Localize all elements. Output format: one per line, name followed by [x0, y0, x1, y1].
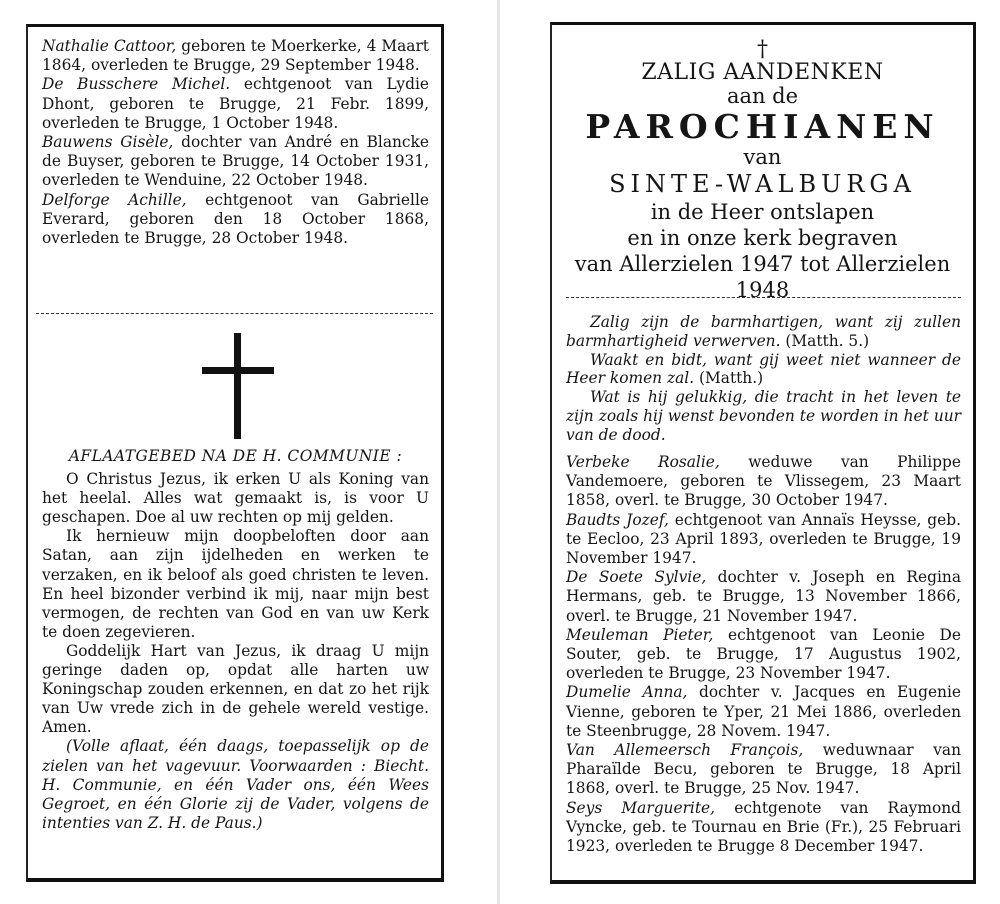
header-date-range: van Allerzielen 1947 tot Allerzielen 1948	[574, 252, 951, 302]
deceased-entry	[566, 626, 961, 684]
memorial-header	[552, 39, 973, 303]
quote	[566, 313, 961, 351]
header-parishioners: PAROCHIANEN	[585, 107, 940, 146]
left-entries	[42, 37, 429, 248]
deceased-entry	[566, 511, 961, 569]
scripture-quotes	[566, 313, 961, 445]
deceased-details: dochter van André en Blancke de Buyser, geboren te Brugge, 14 October 1931, overleden te Wenduine, 22 October 1948.	[42, 133, 429, 190]
deceased-details: echtgenoot van Gabrielle Everard, geboren den 18 October 1868, overleden te Brugge, 28 October 1948.	[42, 190, 429, 248]
left-panel	[26, 24, 444, 882]
right-entries	[566, 453, 961, 856]
small-cross-icon: †	[757, 37, 768, 62]
deceased-details: echtgenoot van Leonie De Souter, geb. te Brugge, 17 Augustus 1902, overleden te Brugge, 23 November 1947.	[566, 625, 961, 683]
section-divider	[36, 313, 433, 314]
header-line: van	[743, 145, 782, 169]
deceased-entry	[42, 133, 429, 191]
deceased-name: Seys Marguerite,	[566, 798, 716, 817]
deceased-name: De Soete Sylvie,	[566, 568, 707, 587]
deceased-details: dochter v. Joseph en Regina Hermans, geb. te Brugge, 13 November 1866, overl. te Brugge, 21 November 1947.	[566, 568, 961, 625]
cross-icon	[202, 333, 274, 439]
indulgence-note: (Volle aflaat, één daags, toepasselijk op de zielen van het vagevuur. Voorwaarden : Biecht. H. Communie, en één Vader ons, één Wees Gegroet, en één Glorie zij de Vader, volgens de intenties van Z. H. de Paus.)	[42, 737, 429, 832]
deceased-entry	[566, 568, 961, 626]
deceased-name: Meuleman Pieter,	[566, 625, 714, 644]
page-fold	[497, 0, 500, 904]
prayer-paragraph: Goddelijk Hart van Jezus, ik draag U mijn geringe daden op, opdat alle harten uw Koningschap zouden erkennen, en dat zo het rijk van Uw vrede zich in de gehele wereld vestige. Amen.	[42, 641, 429, 737]
deceased-details: dochter v. Jacques en Eugenie Vienne, geboren te Yper, 21 Mei 1886, overleden te Steenbrugge, 28 Novem. 1947.	[566, 683, 961, 740]
deceased-entry	[566, 741, 961, 799]
deceased-entry	[566, 453, 961, 511]
quote-reference: (Matth.)	[699, 369, 764, 388]
prayer-section	[42, 447, 429, 833]
deceased-entry	[42, 75, 429, 133]
deceased-details: weduwe van Philippe Vandemoere, geboren te Vlissegem, 23 Maart 1858, overl. te Brugge, 30 October 1947.	[566, 453, 961, 510]
deceased-name: Dumelie Anna,	[566, 683, 688, 702]
quote	[566, 351, 961, 389]
deceased-details: echtgenote van Raymond Vyncke, geb. te Tournau en Brie (Fr.), 25 Februari 1923, overleden te Brugge 8 December 1947.	[566, 798, 961, 856]
deceased-details: geboren te Moerkerke, 4 Maart 1864, overleden te Brugge, 29 September 1948.	[42, 37, 429, 75]
deceased-name: Baudts Jozef,	[566, 510, 669, 529]
prayer-title: AFLAATGEBED NA DE H. COMMUNIE :	[68, 447, 403, 465]
header-line: en in onze kerk begraven	[627, 226, 898, 250]
deceased-details: echtgenoot van Annaïs Heysse, geb. te Eecloo, 23 April 1893, overleden te Brugge, 19 November 1947.	[566, 510, 962, 568]
deceased-name: Verbeke Rosalie,	[566, 453, 720, 471]
header-line: aan de	[726, 84, 799, 108]
quote-reference: (Matth. 5.)	[785, 331, 870, 350]
header-divider	[566, 297, 961, 298]
header-title: ZALIG AANDENKEN	[641, 60, 884, 85]
deceased-name: Bauwens Gisèle,	[42, 133, 174, 152]
quote-text: Wat is hij gelukkig, die tracht in het leven te zijn zoals hij wenst bevonden te worden in het uur van de dood.	[566, 388, 961, 444]
deceased-name: Nathalie Cattoor,	[42, 37, 177, 55]
deceased-name: Van Allemeersch François,	[566, 741, 804, 760]
deceased-details: echtgenoot van Lydie Dhont, geboren te Brugge, 21 Febr. 1899, overleden te Brugge, 1 October 1948.	[42, 75, 429, 132]
quote-text: Zalig zijn de barmhartigen, want zij zullen barmhartigheid verwerven.	[566, 313, 961, 350]
quote-text: Waakt en bidt, want gij weet niet wanneer de Heer komen zal.	[566, 350, 961, 388]
prayer-paragraph: Ik hernieuw mijn doopbeloften door aan Satan, aan zijn ijdelheden en werken te verzaken, en ik beloof als goed christen te leven. En heel bizonder verbind ik mij, naar mijn best vermogen, de rechten van God en van uw Kerk te doen zegevieren.	[42, 527, 429, 641]
header-parish-name: SINTE-WALBURGA	[609, 170, 916, 198]
prayer-paragraph: O Christus Jezus, ik erken U als Koning van het heelal. Alles wat gemaakt is, is voor U geschapen. Doe al uw rechten op mij gelden.	[42, 470, 429, 527]
deceased-entry	[566, 799, 961, 857]
deceased-entry	[42, 37, 429, 75]
deceased-entry	[42, 191, 429, 249]
deceased-name: De Busschere Michel.	[42, 75, 231, 94]
deceased-entry	[566, 683, 961, 741]
deceased-name: Delforge Achille,	[42, 190, 187, 209]
right-panel	[550, 22, 976, 884]
deceased-details: weduwnaar van Pharaïlde Becu, geboren te Brugge, 18 April 1868, overl. te Brugge, 25 Nov. 1947.	[566, 741, 961, 798]
header-line: in de Heer ontslapen	[650, 200, 875, 224]
quote	[566, 388, 961, 444]
